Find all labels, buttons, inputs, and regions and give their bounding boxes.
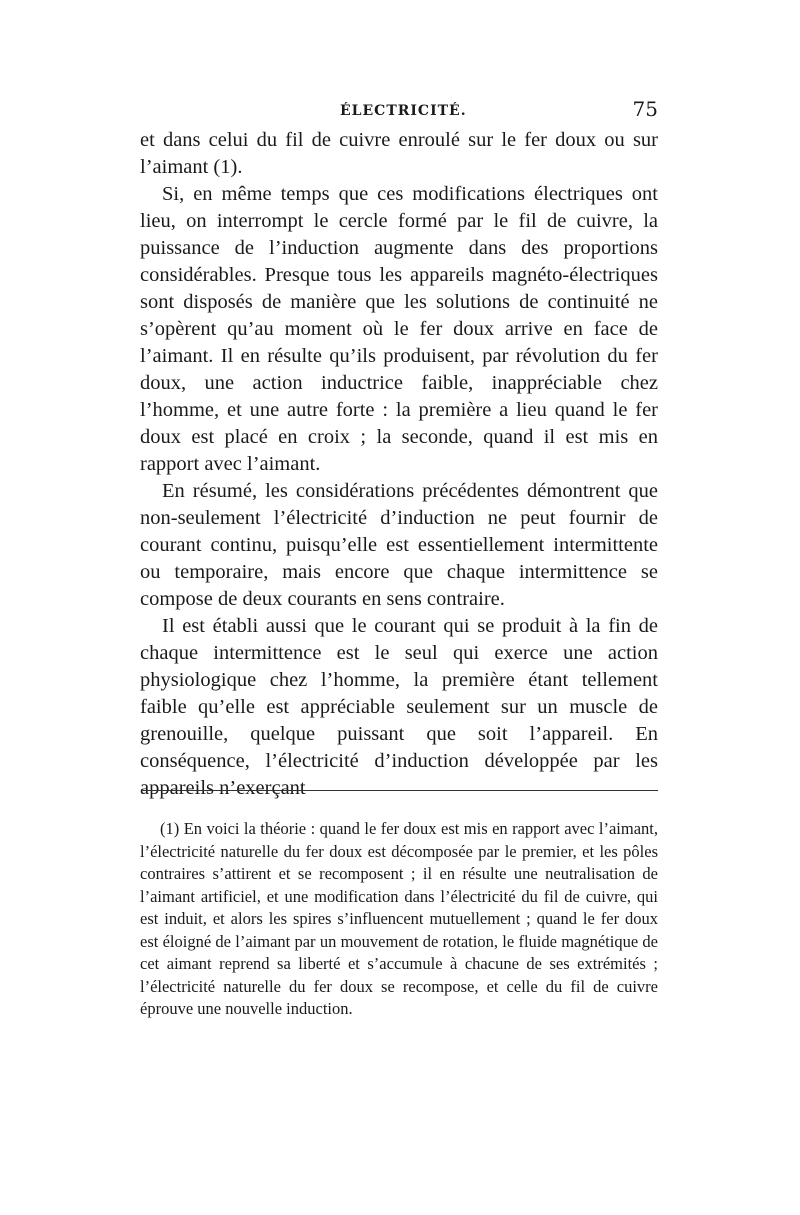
- footnote: (1) En voici la théorie : quand le fer doux est mis en rapport avec l’aimant, l’électricité naturelle du fer doux est décomposée par le premier, et les pôles contraires s’attirent et se recomposent ; il en résulte une neutralisation de l’aimant artificiel, et une modification dans l’électricité du fil de cuivre, qui est induit, et alors les spires s’influencent mutuellement ; quand le fer doux est éloigné de l’aimant par un mouvement de rotation, le fluide magnétique de cet aimant reprend sa liberté et s’accumule à chacune de ses extrémités ; l’électricité naturelle du fer doux se recompose, et celle du fil de cuivre éprouve une nouvelle induction.: [140, 819, 658, 1018]
- paragraph: En résumé, les considérations précédentes démontrent que non-seulement l’électricité d’induction ne peut fournir de courant continu, puisqu’elle est essentiellement intermittente ou temporaire, mais encore que chaque intermittence se compose de deux courants en sens contraire.: [140, 480, 658, 610]
- page-header: [140, 97, 658, 125]
- paragraph: Si, en même temps que ces modifications électriques ont lieu, on interrompt le cercle formé par le fil de cuivre, la puissance de l’induction augmente dans des proportions considérables. Presque tous les appareils magnéto-électriques sont disposés de manière que les solutions de continuité ne s’opèrent qu’au moment où le fer doux arrive en face de l’aimant. Il en résulte qu’ils produisent, par révolution du fer doux, une action inductrice faible, inappréciable chez l’homme, et une autre forte : la première a lieu quand le fer doux est placé en croix ; la seconde, quand il est mis en rapport avec l’aimant.: [140, 183, 658, 475]
- footnote-divider: [142, 790, 658, 791]
- paragraph: et dans celui du fil de cuivre enroulé sur le fer doux ou sur l’aimant (1).: [140, 129, 658, 178]
- page-number: 75: [632, 97, 658, 121]
- paragraph: Il est établi aussi que le courant qui se produit à la fin de chaque intermittence est le seul qui exerce une action physiologique chez l’homme, la première étant tellement faible qu’elle est appréciable seulement sur un muscle de grenouille, quelque puissant que soit l’appareil. En conséquence, l’électricité d’induction développée par les appareils n’exerçant: [140, 615, 658, 799]
- running-title: ÉLECTRICITÉ.: [340, 103, 467, 119]
- main-text: [140, 127, 658, 802]
